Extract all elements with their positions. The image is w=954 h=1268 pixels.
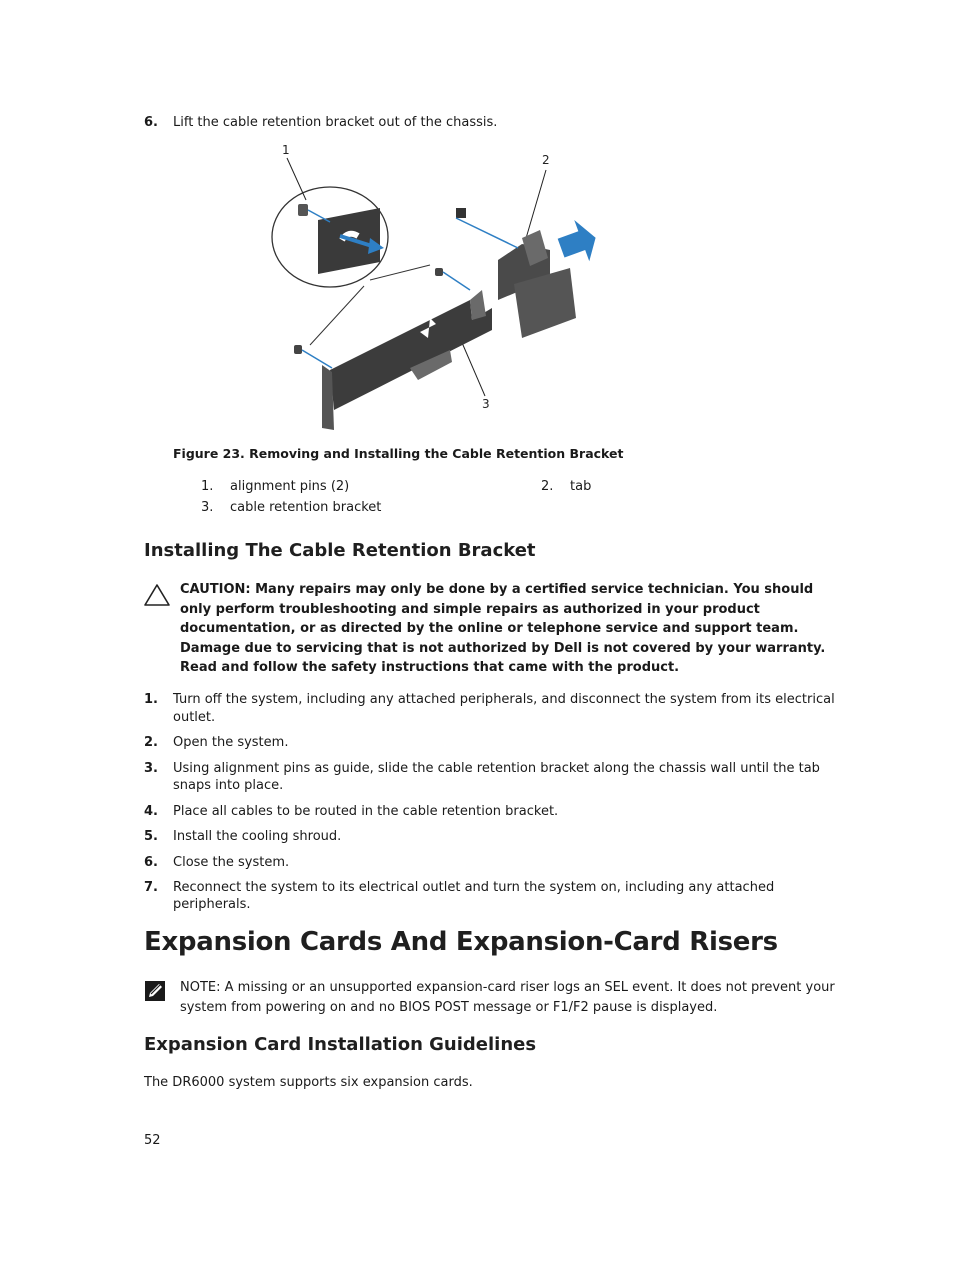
note-body: A missing or an unsupported expansion-card riser logs an SEL event. It does not prevent your system from powering on and no BIOS POST message or F1/F2 pause is displayed. bbox=[180, 980, 835, 1015]
section-heading: Installing The Cable Retention Bracket bbox=[144, 540, 536, 561]
page-number: 52 bbox=[144, 1133, 161, 1148]
step-number: 2. bbox=[144, 735, 158, 750]
callout-2: 2 bbox=[542, 153, 550, 167]
step-text: Open the system. bbox=[173, 735, 289, 750]
legend-label: alignment pins (2) bbox=[230, 479, 350, 494]
legend-label: cable retention bracket bbox=[230, 500, 382, 515]
legend-num: 2. bbox=[541, 479, 554, 494]
step-text: Using alignment pins as guide, slide the cable retention bracket along the chassis wall until the tab bbox=[173, 761, 820, 776]
step-text: peripherals. bbox=[173, 897, 251, 912]
chapter-heading: Expansion Cards And Expansion-Card Risers bbox=[144, 927, 778, 957]
callout-3: 3 bbox=[482, 397, 490, 411]
step-number: 7. bbox=[144, 880, 158, 895]
note-pencil-icon bbox=[144, 980, 166, 1002]
step-number: 5. bbox=[144, 829, 158, 844]
step-text: Reconnect the system to its electrical outlet and turn the system on, including any attached bbox=[173, 880, 775, 895]
note-text bbox=[180, 978, 840, 1017]
legend-label: tab bbox=[570, 479, 592, 494]
legend-num: 1. bbox=[201, 479, 214, 494]
step-number: 6. bbox=[144, 115, 158, 130]
step-text: Install the cooling shroud. bbox=[173, 829, 342, 844]
note-label: NOTE: bbox=[180, 980, 221, 995]
step-text: outlet. bbox=[173, 710, 216, 725]
caution-text: CAUTION: Many repairs may only be done by a certified service technician. You should only perform troubleshooting and simple repairs as authorized in your product documentation, or as directed by the online or telephone service and support team. Damage due to servicing that is not authorized by Dell is not covered by your warranty. Read and follow the safety instructions that came with the product. bbox=[180, 582, 826, 675]
step-number: 1. bbox=[144, 692, 158, 707]
cable-retention-bracket-figure bbox=[260, 140, 600, 435]
section-heading: Expansion Card Installation Guidelines bbox=[144, 1034, 537, 1055]
body-paragraph: The DR6000 system supports six expansion cards. bbox=[144, 1075, 473, 1090]
caution-icon bbox=[143, 583, 171, 607]
legend-num: 3. bbox=[201, 500, 214, 515]
step-text: Close the system. bbox=[173, 855, 290, 870]
step-number: 6. bbox=[144, 855, 158, 870]
step-number: 3. bbox=[144, 761, 158, 776]
callout-1: 1 bbox=[282, 143, 290, 157]
step-text: Turn off the system, including any attached peripherals, and disconnect the system from its electrical bbox=[173, 692, 835, 707]
step-number: 4. bbox=[144, 804, 158, 819]
step-text: snaps into place. bbox=[173, 778, 284, 793]
step-text: Lift the cable retention bracket out of the chassis. bbox=[173, 115, 498, 130]
figure-caption: Figure 23. Removing and Installing the Cable Retention Bracket bbox=[173, 446, 624, 461]
step-text: Place all cables to be routed in the cable retention bracket. bbox=[173, 804, 559, 819]
